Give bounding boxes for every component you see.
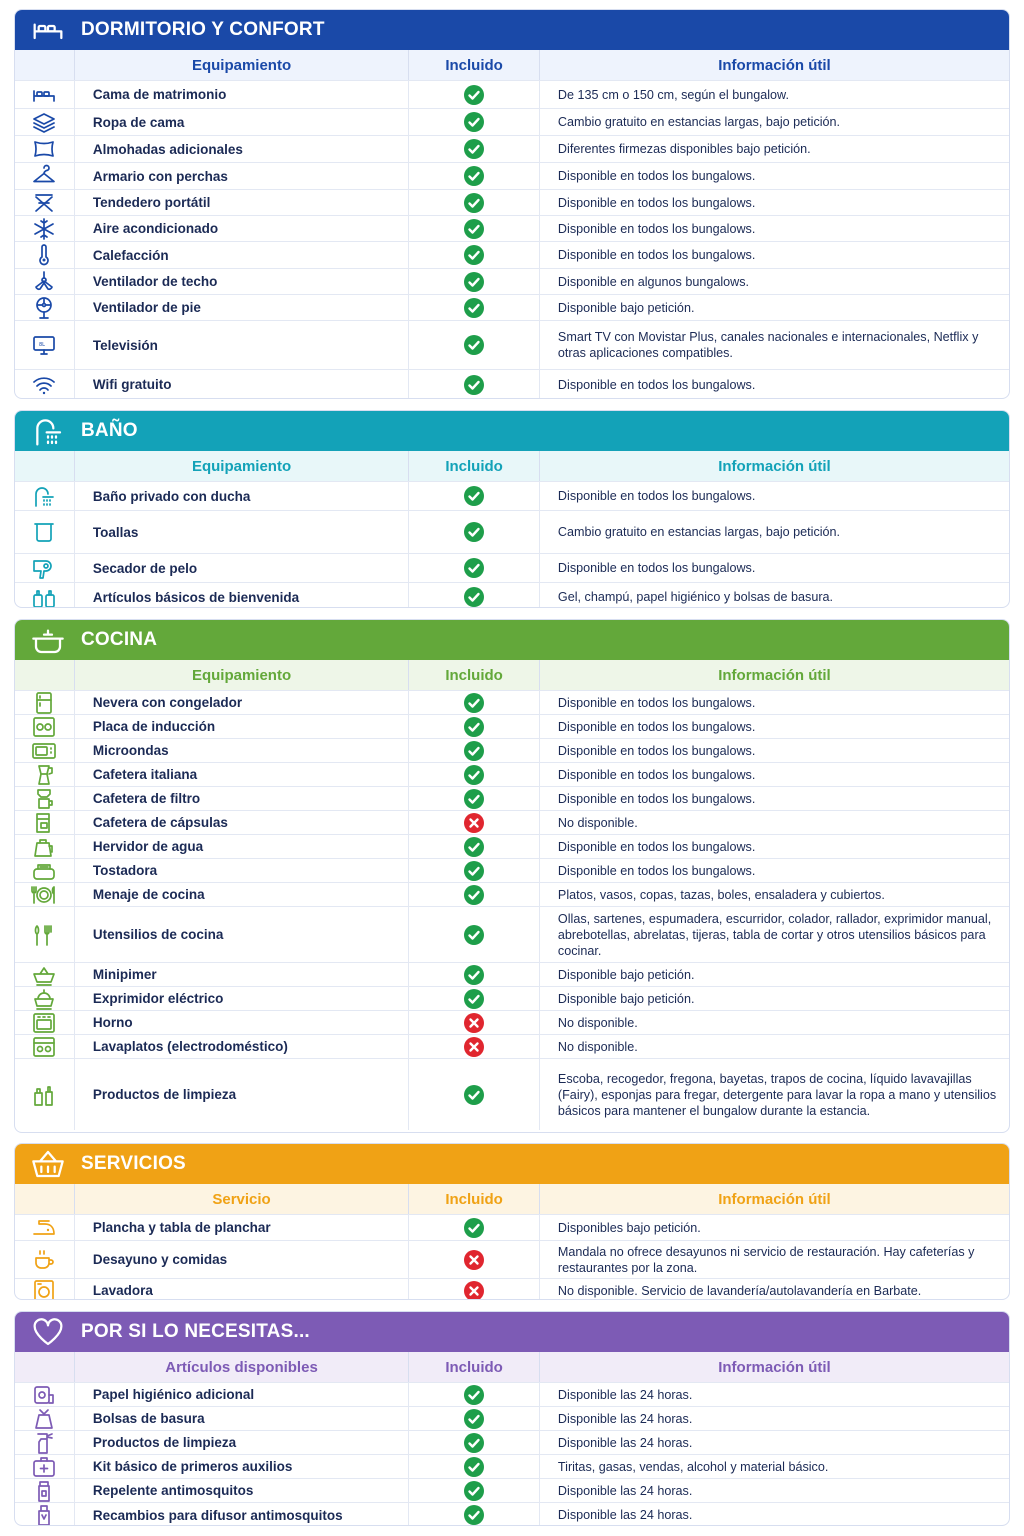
item-name: Placa de inducción — [75, 715, 409, 738]
section-header — [15, 411, 1009, 451]
section-title: COCINA — [81, 629, 158, 650]
table-row — [15, 268, 1009, 294]
item-name: Baño privado con ducha — [75, 482, 409, 510]
item-info: Disponible en todos los bungalows. — [557, 195, 756, 210]
item-name: Nevera con congelador — [75, 691, 409, 714]
item-info: Disponible las 24 horas. — [557, 1387, 693, 1402]
pillow-icon — [15, 136, 75, 162]
column-headers — [15, 50, 1009, 80]
heart-icon — [15, 1312, 81, 1352]
check-icon — [464, 522, 484, 542]
column-headers — [15, 1184, 1009, 1214]
table-row — [15, 320, 1009, 369]
item-info: Disponible en algunos bungalows. — [557, 274, 750, 289]
check-icon — [464, 139, 484, 159]
column-header-info: Información útil — [718, 666, 831, 684]
item-name: Calefacción — [75, 242, 409, 268]
column-headers — [15, 451, 1009, 481]
table-row — [15, 1214, 1009, 1240]
check-icon — [464, 717, 484, 737]
item-info: Escoba, recogedor, fregona, bayetas, trapos de cocina, líquido lavavajillas (Fairy), esponjas para fregar, detergente para lavar la ropa a mano y utensilios básicos para mantener el bungalow durante la estancia. — [557, 1071, 997, 1118]
table-row — [15, 1502, 1009, 1526]
item-info: No disponible. — [557, 815, 638, 830]
item-name: Lavaplatos (electrodoméstico) — [75, 1035, 409, 1058]
hairdryer-icon — [15, 554, 75, 582]
column-header-item: Artículos disponibles — [75, 1352, 409, 1382]
item-info: Platos, vasos, copas, tazas, boles, ensaladera y cubiertos. — [557, 887, 885, 902]
item-info: Disponible en todos los bungalows. — [557, 743, 756, 758]
item-info: Disponible las 24 horas. — [557, 1435, 693, 1450]
check-icon — [464, 335, 484, 355]
item-name: Exprimidor eléctrico — [75, 987, 409, 1010]
juicer-icon — [15, 987, 75, 1010]
table-row — [15, 1454, 1009, 1478]
item-info: Disponible en todos los bungalows. — [557, 719, 756, 734]
item-info: Disponible en todos los bungalows. — [557, 489, 756, 503]
item-name: Plancha y tabla de planchar — [75, 1215, 409, 1240]
check-icon — [464, 1505, 484, 1525]
item-info: Diferentes firmezas disponibles bajo petición. — [557, 142, 811, 156]
check-icon — [464, 375, 484, 395]
column-header-item: Equipamiento — [75, 660, 409, 690]
item-info: Gel, champú, papel higiénico y bolsas de basura. — [557, 590, 834, 604]
washing-machine-icon — [15, 1279, 75, 1300]
check-icon — [464, 789, 484, 809]
item-info: Disponible en todos los bungalows. — [557, 248, 756, 262]
utensils-icon — [15, 907, 75, 962]
item-info: Disponible las 24 horas. — [557, 1508, 693, 1522]
item-name: Tendedero portátil — [75, 190, 409, 215]
table-body — [15, 1214, 1009, 1300]
thermometer-icon — [15, 242, 75, 268]
check-icon — [464, 885, 484, 905]
item-name: Televisión — [75, 321, 409, 369]
item-name: Desayuno y comidas — [75, 1241, 409, 1278]
table-row — [15, 241, 1009, 268]
table-body — [15, 481, 1009, 608]
section-necesitas — [14, 1311, 1010, 1526]
item-name: Repelente antimosquitos — [75, 1479, 409, 1502]
column-header-item: Servicio — [75, 1184, 409, 1214]
cross-icon — [464, 1013, 484, 1033]
table-body — [15, 80, 1009, 399]
item-name: Minipimer — [75, 963, 409, 986]
table-row — [15, 762, 1009, 786]
table-row — [15, 582, 1009, 608]
item-info: Disponible en todos los bungalows. — [557, 863, 756, 878]
item-name: Ventilador de pie — [75, 295, 409, 320]
cleaning-products-icon — [15, 1059, 75, 1130]
table-row — [15, 738, 1009, 762]
item-name: Ventilador de techo — [75, 269, 409, 294]
column-header-included: Incluido — [409, 1184, 540, 1214]
item-name: Horno — [75, 1011, 409, 1034]
item-info: Disponible en todos los bungalows. — [557, 695, 756, 710]
item-name: Secador de pelo — [75, 554, 409, 582]
item-info: Smart TV con Movistar Plus, canales nacionales e internacionales, Netflix y otras aplicaciones compatibles. — [557, 330, 979, 360]
table-row — [15, 690, 1009, 714]
toaster-icon — [15, 859, 75, 882]
check-icon — [464, 925, 484, 945]
cross-icon — [464, 1281, 484, 1301]
column-header-item: Equipamiento — [75, 50, 409, 80]
check-icon — [464, 85, 484, 105]
fridge-icon — [15, 691, 75, 714]
spray-bottle-icon — [15, 1431, 75, 1454]
section-title: DORMITORIO Y CONFORT — [81, 19, 325, 40]
column-header-info: Información útil — [718, 56, 831, 74]
bed-icon — [15, 10, 81, 50]
table-row — [15, 810, 1009, 834]
coffee-cup-icon — [15, 1241, 75, 1278]
item-info: No disponible. — [557, 1015, 638, 1030]
check-icon — [464, 693, 484, 713]
table-row — [15, 80, 1009, 108]
snowflake-icon — [15, 216, 75, 241]
oven-icon — [15, 1011, 75, 1034]
column-headers — [15, 660, 1009, 690]
check-icon — [464, 558, 484, 578]
item-info: Disponible las 24 horas. — [557, 1483, 693, 1498]
check-icon — [464, 166, 484, 186]
table-body — [15, 1382, 1009, 1526]
check-icon — [464, 193, 484, 213]
basket-icon — [15, 1144, 81, 1184]
item-info: Disponible en todos los bungalows. — [557, 221, 756, 236]
item-info: Disponible en todos los bungalows. — [557, 169, 756, 183]
item-name: Cafetera de filtro — [75, 787, 409, 810]
item-name: Productos de limpieza — [75, 1431, 409, 1454]
check-icon — [464, 989, 484, 1009]
table-row — [15, 1278, 1009, 1300]
check-icon — [464, 219, 484, 239]
section-header — [15, 620, 1009, 660]
item-name: Toallas — [75, 511, 409, 553]
tableware-icon — [15, 883, 75, 906]
section-header — [15, 10, 1009, 50]
diffuser-refill-icon — [15, 1503, 75, 1526]
cross-icon — [464, 1250, 484, 1270]
check-icon — [464, 861, 484, 881]
item-name: Cama de matrimonio — [75, 81, 409, 108]
table-row — [15, 834, 1009, 858]
column-header-info: Información útil — [718, 1358, 831, 1376]
blender-icon — [15, 963, 75, 986]
trash-bag-icon — [15, 1407, 75, 1430]
item-info: Mandala no ofrece desayunos ni servicio de restauración. Hay cafeterías y restaurantes por la zona. — [557, 1244, 975, 1275]
table-row — [15, 294, 1009, 320]
section-cocina — [14, 619, 1010, 1133]
table-row — [15, 882, 1009, 906]
moka-pot-icon — [15, 763, 75, 786]
item-name: Utensilios de cocina — [75, 907, 409, 962]
hanger-icon — [15, 163, 75, 189]
table-row — [15, 1058, 1009, 1130]
cross-icon — [464, 813, 484, 833]
svg-text:8L: 8L — [39, 342, 46, 348]
item-info: Disponible en todos los bungalows. — [557, 839, 756, 854]
table-row — [15, 986, 1009, 1010]
item-info: Disponible en todos los bungalows. — [557, 561, 756, 575]
item-info: Disponible bajo petición. — [557, 967, 695, 982]
table-row — [15, 553, 1009, 582]
item-info: De 135 cm o 150 cm, según el bungalow. — [557, 87, 789, 102]
item-info: Cambio gratuito en estancias largas, bajo petición. — [557, 115, 841, 129]
item-name: Productos de limpieza — [75, 1059, 409, 1130]
check-icon — [464, 965, 484, 985]
column-header-included: Incluido — [409, 451, 540, 481]
table-row — [15, 510, 1009, 553]
table-row — [15, 1240, 1009, 1278]
filter-coffee-icon — [15, 787, 75, 810]
table-row — [15, 1382, 1009, 1406]
shower-icon — [15, 482, 75, 510]
item-info: Cambio gratuito en estancias largas, bajo petición. — [557, 525, 841, 539]
check-icon — [464, 837, 484, 857]
check-icon — [464, 245, 484, 265]
toiletries-icon — [15, 583, 75, 608]
column-header-info: Información útil — [718, 457, 831, 475]
table-row — [15, 786, 1009, 810]
table-row — [15, 962, 1009, 986]
item-name: Aire acondicionado — [75, 216, 409, 241]
microwave-icon — [15, 739, 75, 762]
item-info: Ollas, sartenes, espumadera, escurridor, colador, rallador, exprimidor manual, abrebotellas, abrelatas, tijeras, tabla de cortar y otros utensilios básicos para cocinar. — [557, 911, 992, 958]
kettle-icon — [15, 835, 75, 858]
towel-icon — [15, 511, 75, 553]
table-row — [15, 1034, 1009, 1058]
tv-icon — [15, 321, 75, 369]
first-aid-icon — [15, 1455, 75, 1478]
repellent-icon — [15, 1479, 75, 1502]
item-name: Cafetera de cápsulas — [75, 811, 409, 834]
table-row — [15, 189, 1009, 215]
check-icon — [464, 1481, 484, 1501]
column-header-included: Incluido — [409, 50, 540, 80]
table-row — [15, 906, 1009, 962]
induction-hob-icon — [15, 715, 75, 738]
dishwasher-icon — [15, 1035, 75, 1058]
table-row — [15, 162, 1009, 189]
item-name: Papel higiénico adicional — [75, 1383, 409, 1406]
column-headers — [15, 1352, 1009, 1382]
item-name: Hervidor de agua — [75, 835, 409, 858]
section-title: BAÑO — [81, 420, 138, 441]
section-header — [15, 1312, 1009, 1352]
item-name: Ropa de cama — [75, 109, 409, 135]
item-name: Microondas — [75, 739, 409, 762]
table-row — [15, 481, 1009, 510]
table-row — [15, 135, 1009, 162]
column-header-included: Incluido — [409, 1352, 540, 1382]
check-icon — [464, 1085, 484, 1105]
item-name: Tostadora — [75, 859, 409, 882]
check-icon — [464, 112, 484, 132]
section-dormitorio — [14, 9, 1010, 399]
item-name: Artículos básicos de bienvenida — [75, 583, 409, 608]
shower-icon — [15, 411, 81, 451]
wifi-icon — [15, 370, 75, 399]
table-row — [15, 1010, 1009, 1034]
item-name: Recambios para difusor antimosquitos — [75, 1503, 409, 1526]
item-name: Almohadas adicionales — [75, 136, 409, 162]
column-header-info: Información útil — [718, 1190, 831, 1208]
column-header-item: Equipamiento — [75, 451, 409, 481]
table-row — [15, 369, 1009, 399]
check-icon — [464, 1433, 484, 1453]
table-row — [15, 1406, 1009, 1430]
section-bano — [14, 410, 1010, 608]
item-name: Wifi gratuito — [75, 370, 409, 399]
check-icon — [464, 765, 484, 785]
bedding-icon — [15, 109, 75, 135]
check-icon — [464, 1457, 484, 1477]
table-row — [15, 1478, 1009, 1502]
standing-fan-icon — [15, 295, 75, 320]
ceiling-fan-icon — [15, 269, 75, 294]
check-icon — [464, 298, 484, 318]
item-info: Disponible bajo petición. — [557, 300, 695, 315]
item-info: Disponible en todos los bungalows. — [557, 767, 756, 782]
section-header — [15, 1144, 1009, 1184]
bed-icon — [15, 81, 75, 108]
item-info: No disponible. — [557, 1039, 638, 1054]
item-info: No disponible. Servicio de lavandería/autolavandería en Barbate. — [557, 1283, 922, 1298]
item-info: Disponible bajo petición. — [557, 991, 695, 1006]
check-icon — [464, 741, 484, 761]
item-info: Disponibles bajo petición. — [557, 1220, 701, 1235]
capsule-coffee-icon — [15, 811, 75, 834]
item-info: Disponible en todos los bungalows. — [557, 791, 756, 806]
item-name: Armario con perchas — [75, 163, 409, 189]
check-icon — [464, 1409, 484, 1429]
pot-icon — [15, 620, 81, 660]
item-name: Cafetera italiana — [75, 763, 409, 786]
table-row — [15, 108, 1009, 135]
item-info: Disponible las 24 horas. — [557, 1411, 693, 1426]
table-body — [15, 690, 1009, 1130]
iron-icon — [15, 1215, 75, 1240]
drying-rack-icon — [15, 190, 75, 215]
check-icon — [464, 486, 484, 506]
item-info: Disponible en todos los bungalows. — [557, 377, 756, 392]
section-servicios — [14, 1143, 1010, 1300]
item-name: Menaje de cocina — [75, 883, 409, 906]
table-row — [15, 1430, 1009, 1454]
column-header-included: Incluido — [409, 660, 540, 690]
check-icon — [464, 1385, 484, 1405]
cross-icon — [464, 1037, 484, 1057]
table-row — [15, 858, 1009, 882]
check-icon — [464, 272, 484, 292]
item-name: Lavadora — [75, 1279, 409, 1300]
check-icon — [464, 587, 484, 607]
section-title: POR SI LO NECESITAS... — [81, 1321, 310, 1342]
toilet-paper-icon — [15, 1383, 75, 1406]
table-row — [15, 215, 1009, 241]
check-icon — [464, 1218, 484, 1238]
table-row — [15, 714, 1009, 738]
item-name: Bolsas de basura — [75, 1407, 409, 1430]
item-info: Tiritas, gasas, vendas, alcohol y material básico. — [557, 1459, 829, 1474]
item-name: Kit básico de primeros auxilios — [75, 1455, 409, 1478]
section-title: SERVICIOS — [81, 1153, 186, 1174]
